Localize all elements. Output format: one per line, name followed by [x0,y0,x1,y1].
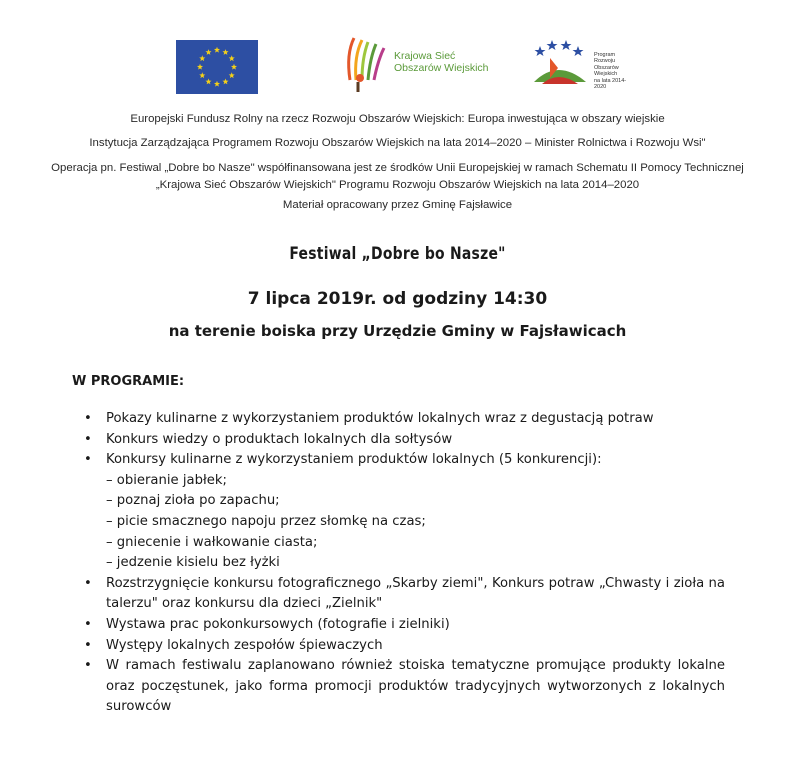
bullet-icon: • [84,637,92,653]
ksow-logo-text: Krajowa Sieć Obszarów Wiejskich [394,50,489,74]
eu-star-icon [199,72,205,78]
sub-list-item: – jedzenie kisielu bez łyżki [106,555,280,571]
prow-logo-text: Program Rozwoju Obszarów Wiejskich na lata 2014-2020 [594,52,627,91]
list-item: • Wystawa prac pokonkursowych (fotografie i zielniki) [0,615,795,636]
eu-star-icon [231,64,237,70]
eu-star-icon [229,55,235,61]
list-item: • Pokazy kulinarne z wykorzystaniem produktów lokalnych wraz z degustacją potraw [0,409,795,430]
bullet-icon: • [84,431,92,447]
prow-logo [528,34,638,94]
eu-star-icon [205,79,211,85]
sub-list-item: – gniecenie i wałkowanie ciasta; [106,534,318,550]
prepared-by-line: Materiał opracowany przez Gminę Fajsławice [282,199,513,211]
funding-line: Europejski Fundusz Rolny na rzecz Rozwoju Obszarów Wiejskich: Europa inwestująca w obszary wiejskie [130,113,665,125]
operation-line [0,160,795,194]
managing-authority-line: Instytucja Zarządzająca Programem Rozwoju Obszarów Wiejskich na lata 2014–2020 – Minister Rolnictwa i Rozwoju Wsi" [89,137,706,149]
festival-title: Festiwal „Dobre bo Nasze" [289,244,506,264]
ksow-logo [336,34,506,94]
list-item: • Konkurs wiedzy o produktach lokalnych dla sołtysów [0,430,795,451]
program-list [0,409,795,718]
eu-star-icon [214,81,220,87]
eu-star-icon [214,47,220,53]
list-item: • Występy lokalnych zespołów śpiewaczych [0,636,795,657]
logo-bar [0,0,795,100]
dash-icon: – [106,513,113,529]
eu-star-icon [205,49,211,55]
eu-star-icon [199,55,205,61]
operation-line-1: Operacja pn. Festiwal „Dobre bo Nasze" współfinansowana jest ze środków Unii Europejskiej w ramach Schematu II Pomocy Technicznej [51,162,744,174]
operation-line-2: „Krajowa Sieć Obszarów Wiejskich" Programu Rozwoju Obszarów Wiejskich na lata 2014–2020 [155,179,640,191]
dash-icon: – [106,555,113,571]
event-date: 7 lipca 2019r. od godziny 14:30 [247,289,548,309]
program-heading: W PROGRAMIE: [72,374,185,389]
list-item: • Konkursy kulinarne z wykorzystaniem produktów lokalnych (5 konkurencji): [0,450,795,471]
sub-list-item: – poznaj zioła po zapachu; [106,493,280,509]
eu-star-icon [222,49,228,55]
bullet-icon: • [84,452,92,468]
bullet-icon: • [84,575,92,591]
sub-list-item: – obieranie jabłek; [106,472,227,488]
bullet-icon: • [84,658,92,674]
dash-icon: – [106,493,113,509]
eu-star-icon [222,79,228,85]
event-place: na terenie boiska przy Urzędzie Gminy w Fajsławicach [168,322,627,340]
eu-flag-logo [176,40,258,94]
eu-star-icon [197,64,203,70]
eu-star-icon [229,72,235,78]
dash-icon: – [106,534,113,550]
dash-icon: – [106,472,113,488]
list-item: • Rozstrzygnięcie konkursu fotograficznego „Skarby ziemi", Konkurs potraw „Chwasty i zioła na talerzu" oraz konkursu dla dzieci „Zielnik" [84,575,725,612]
bullet-icon: • [84,411,92,426]
bullet-icon: • [84,616,92,632]
sub-list-item: – picie smacznego napoju przez słomkę na czas; [106,513,426,529]
list-item: • W ramach festiwalu zaplanowano również stoiska tematyczne promujące produkty lokalne oraz poczęstunek, jako forma promocji produktów tradycyjnych wytworzonych z lokalnych surowców [84,658,725,715]
